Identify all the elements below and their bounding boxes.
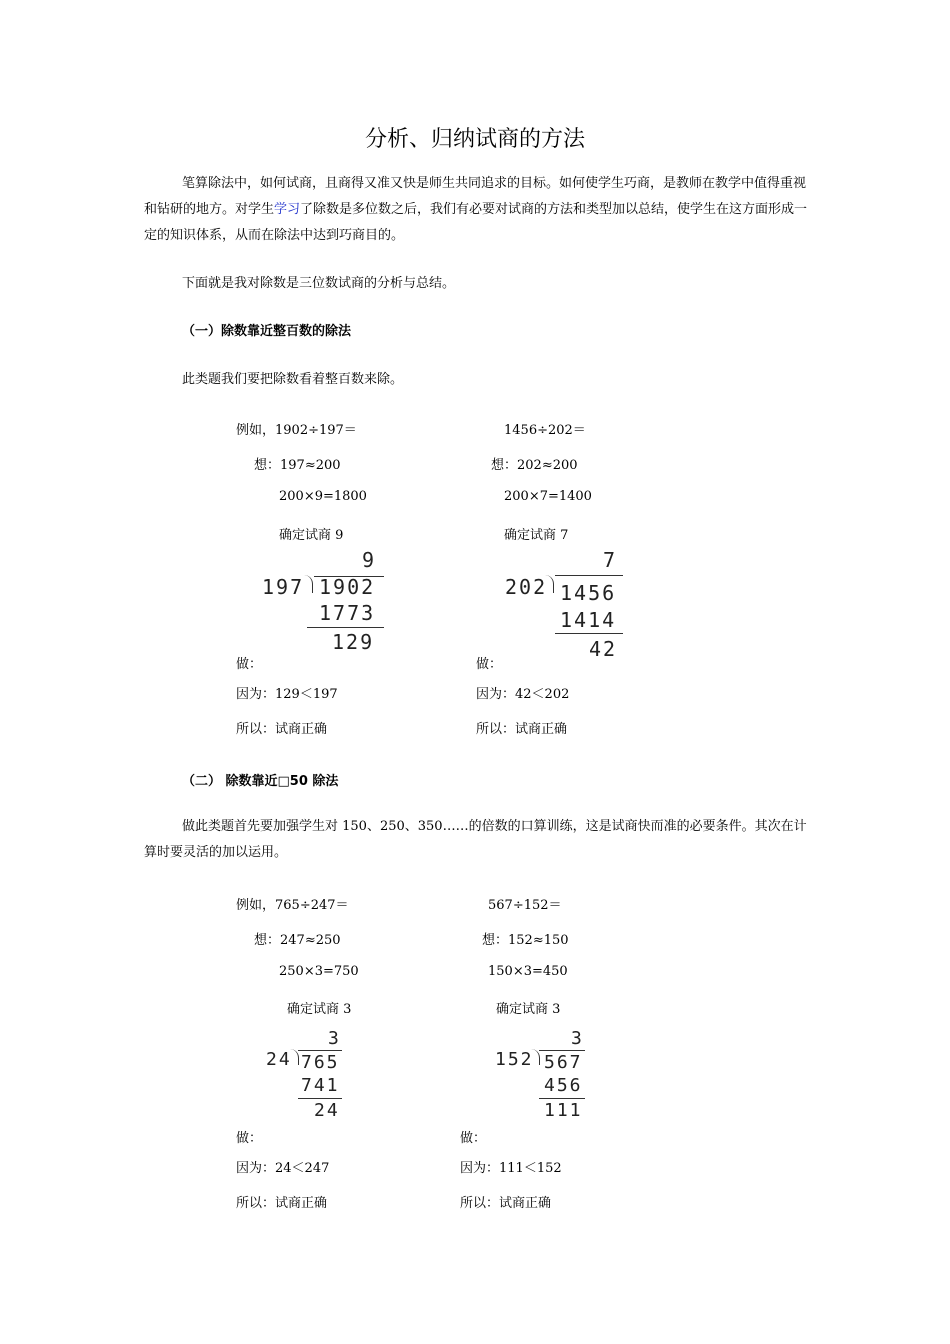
remainder: 129 [332,630,375,654]
product: 456 [544,1075,583,1096]
s2-ex2-calc: 150×3=450 [488,964,568,979]
s1-ex1-problem: 例如，1902÷197＝ [236,423,357,438]
subtraction-line [539,1098,585,1099]
vinculum [298,1050,342,1051]
s1-ex1-calc: 200×9=1800 [279,489,367,504]
subtraction-line [555,633,623,634]
s1-ex1-so: 所以：试商正确 [236,722,328,737]
s1-ex2-calc: 200×7=1400 [504,489,592,504]
s1-ex2-think: 想：202≈200 [491,458,578,473]
remainder: 42 [589,637,618,661]
division-bracket [545,575,554,593]
s2-ex1-confirm: 确定试商 3 [287,1002,352,1017]
section2-heading: （二） 除数靠近□50 除法 [182,774,339,789]
s1-ex2-so: 所以：试商正确 [476,722,568,737]
vinculum [539,1050,585,1051]
s1-ex1-think: 想：197≈200 [254,458,341,473]
divisor: 197 [262,575,305,599]
s1-ex1-because: 因为：129＜197 [236,687,338,702]
s2-ex1-problem: 例如，765÷247＝ [236,898,349,913]
s2-ex1-do: 做： [236,1131,263,1146]
section1-heading: （一）除数靠近整百数的除法 [182,324,352,339]
s1-ex1-do: 做： [236,657,263,672]
divisor: 152 [495,1049,534,1070]
divisor: 24 [266,1049,292,1070]
product: 1773 [319,601,376,625]
quotient: 3 [571,1028,584,1049]
s2-ex2-think: 想：152≈150 [482,933,569,948]
division-bracket [304,575,313,593]
remainder: 24 [314,1100,340,1121]
s2-ex2-because: 因为：111＜152 [460,1161,562,1176]
subtraction-line [298,1098,342,1099]
intro-text-2: 了除数是多位数之后，我们有必要对试商的方法和类型加以总结，使学生在这方面形成一定的知识体系，从而在除法中达到巧商目的。 [144,202,808,243]
s1-ex1-long-division [262,548,387,654]
quotient: 7 [603,548,618,572]
s2-ex2-so: 所以：试商正确 [460,1196,552,1211]
vinculum [555,575,623,576]
division-bracket [531,1049,540,1065]
s1-ex2-problem: 1456÷202＝ [504,423,586,438]
s2-ex1-long-division [266,1028,351,1122]
page-title: 分析、归纳试商的方法 [364,127,585,152]
divisor: 202 [505,575,548,599]
s2-ex1-think: 想：247≈250 [254,933,341,948]
s1-ex2-do: 做： [476,657,503,672]
s2-ex2-do: 做： [460,1131,487,1146]
s1-ex1-confirm: 确定试商 9 [279,528,344,543]
s1-ex2-long-division [505,548,630,660]
s2-ex1-so: 所以：试商正确 [236,1196,328,1211]
product: 741 [301,1075,340,1096]
dividend: 765 [301,1052,340,1073]
s2-ex1-calc: 250×3=750 [279,964,359,979]
dividend: 567 [544,1052,583,1073]
s2-ex2-problem: 567÷152＝ [488,898,562,913]
product: 1414 [560,608,617,632]
summary-line: 下面就是我对除数是三位数试商的分析与总结。 [182,276,456,291]
intro-text-1: 笔算除法中，如何试商，且商得又准又快是师生共同追求的目标。如何使学生巧商，是教师在教学中值得重视和钻研的地方。对学生 [144,176,807,217]
study-link[interactable]: 学习 [274,202,301,217]
quotient: 3 [328,1028,341,1049]
section1-desc: 此类题我们要把除数看着整百数来除。 [182,372,404,387]
s1-ex2-because: 因为：42＜202 [476,687,570,702]
s1-ex2-confirm: 确定试商 7 [504,528,569,543]
section2-desc: 做此类题首先要加强学生对 150、250、350……的倍数的口算训练，这是试商快而准的必要条件。其次在计算时要灵活的加以运用。 [144,819,807,860]
s2-ex2-confirm: 确定试商 3 [496,1002,561,1017]
dividend: 1456 [560,581,617,605]
subtraction-line [307,627,384,628]
intro-paragraph [144,171,808,249]
s2-ex1-because: 因为：24＜247 [236,1161,330,1176]
remainder: 111 [544,1100,583,1121]
s2-ex2-long-division [495,1028,590,1122]
quotient: 9 [362,548,377,572]
dividend: 1902 [319,575,376,599]
division-bracket [290,1049,299,1065]
